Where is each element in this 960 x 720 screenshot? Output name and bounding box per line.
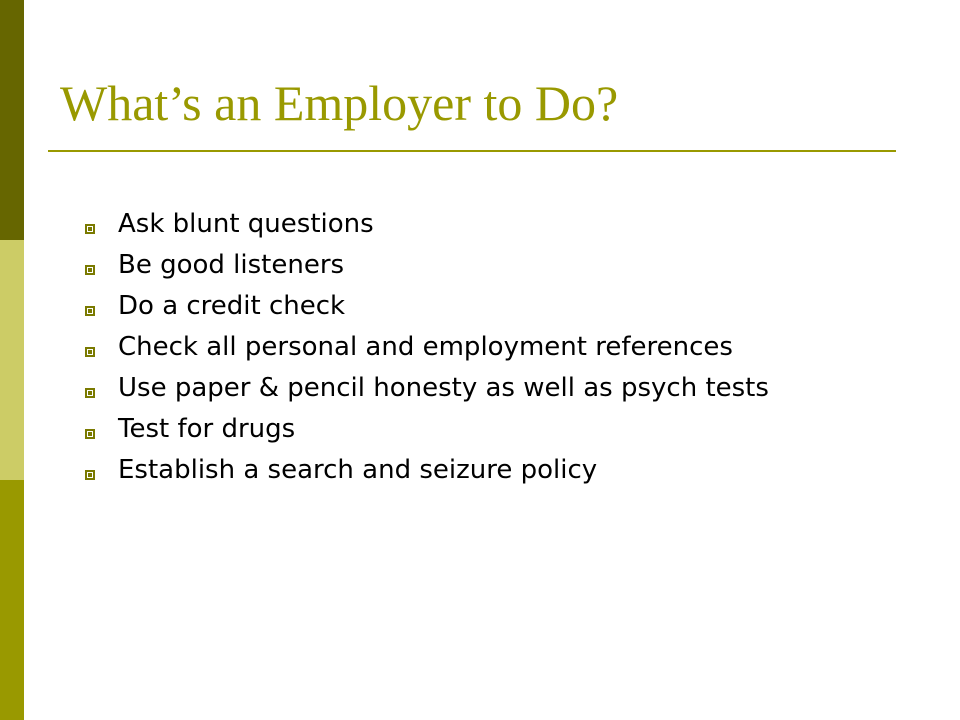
sidebar-band-bottom bbox=[0, 480, 24, 720]
bullet-text: Ask blunt questions bbox=[118, 209, 374, 239]
bullet-item bbox=[0, 414, 858, 445]
square-bullet-icon bbox=[85, 388, 95, 398]
bullet-text: Use paper & pencil honesty as well as psych tests bbox=[118, 373, 769, 403]
square-bullet-icon bbox=[85, 265, 95, 275]
bullet-item bbox=[0, 250, 858, 281]
bullet-text: Be good listeners bbox=[118, 250, 345, 280]
bullet-item bbox=[0, 455, 858, 486]
bullet-text: Check all personal and employment references bbox=[118, 332, 733, 362]
square-bullet-icon bbox=[85, 347, 95, 357]
bullet-text: Establish a search and seizure policy bbox=[118, 455, 598, 485]
bullet-item bbox=[0, 373, 858, 404]
bullet-text: Test for drugs bbox=[118, 414, 296, 444]
bullet-text: Do a credit check bbox=[118, 291, 346, 321]
square-bullet-icon bbox=[85, 306, 95, 316]
bullet-item bbox=[0, 209, 858, 240]
square-bullet-icon bbox=[85, 470, 95, 480]
bullet-list bbox=[0, 209, 858, 496]
slide-title: What’s an Employer to Do? bbox=[60, 75, 619, 131]
square-bullet-icon bbox=[85, 429, 95, 439]
bullet-item bbox=[0, 291, 858, 322]
sidebar-band-top bbox=[0, 0, 24, 240]
bullet-item bbox=[0, 332, 858, 363]
title-divider bbox=[48, 150, 896, 152]
square-bullet-icon bbox=[85, 224, 95, 234]
